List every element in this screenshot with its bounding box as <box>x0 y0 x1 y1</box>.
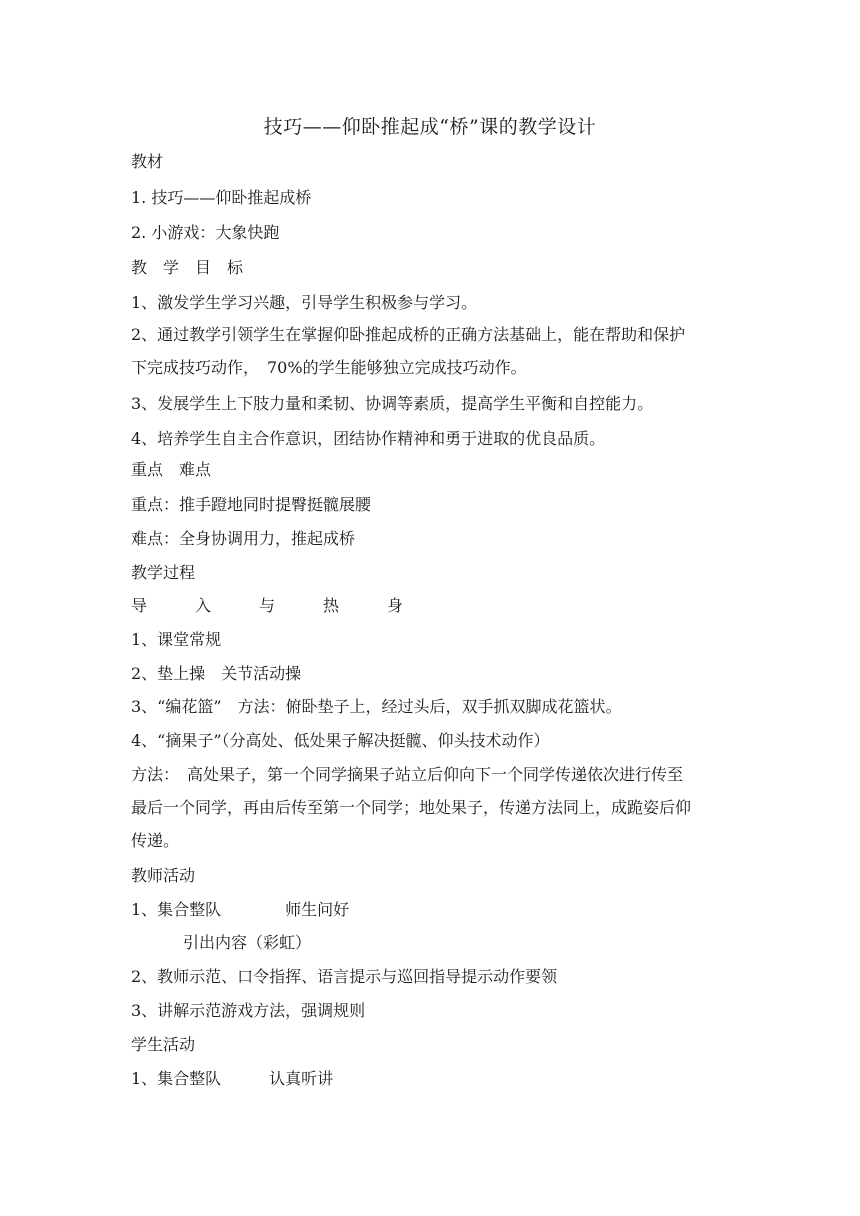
material-item-1: 1. 技巧——仰卧推起成桥 <box>131 188 312 207</box>
warmup-item-2: 2、垫上操 关节活动操 <box>131 664 302 683</box>
section-heading-students: 学生活动 <box>131 1035 196 1054</box>
section-heading-objectives: 教 学 目 标 <box>131 258 244 277</box>
teacher-item-1-continued: 引出内容（彩虹） <box>183 933 312 952</box>
difficult-point: 难点：全身协调用力，推起成桥 <box>131 529 356 548</box>
section-heading-key-points: 重点 难点 <box>131 460 212 479</box>
key-point: 重点：推手蹬地同时提臀挺髋展腰 <box>131 495 372 514</box>
teacher-item-1: 1、集合整队 师生问好 <box>131 900 350 919</box>
teacher-item-2: 2、教师示范、口令指挥、语言提示与巡回指导提示动作要领 <box>131 967 558 986</box>
method-line-1: 方法： 高处果子，第一个同学摘果子站立后仰向下一个同学传递依次进行传至 <box>131 765 684 784</box>
warmup-item-3: 3、“编花篮” 方法：俯卧垫子上，经过头后，双手抓双脚成花篮状。 <box>131 697 622 716</box>
process-subheading-warmup: 导 入 与 热 身 <box>131 596 404 615</box>
material-item-2: 2. 小游戏：大象快跑 <box>131 223 280 242</box>
section-heading-process: 教学过程 <box>131 563 196 582</box>
objective-2-line-2: 下完成技巧动作， 70%的学生能够独立完成技巧动作。 <box>131 358 527 377</box>
method-line-3: 传递。 <box>131 831 180 850</box>
warmup-item-4: 4、“摘果子”（分高处、低处果子解决挺髋、仰头技术动作） <box>131 731 550 750</box>
section-heading-materials: 教材 <box>131 152 164 171</box>
section-heading-teacher: 教师活动 <box>131 866 196 885</box>
objective-2-line-1: 2、通过教学引领学生在掌握仰卧推起成桥的正确方法基础上，能在帮助和保护 <box>131 325 686 344</box>
document-title: 技巧——仰卧推起成“桥”课的教学设计 <box>263 116 597 138</box>
teacher-item-3: 3、讲解示范游戏方法，强调规则 <box>131 1001 366 1020</box>
objective-3: 3、发展学生上下肢力量和柔韧、协调等素质，提高学生平衡和自控能力。 <box>131 394 654 413</box>
warmup-item-1: 1、课堂常规 <box>131 630 222 649</box>
method-line-2: 最后一个同学，再由后传至第一个同学；地处果子，传递方法同上，成跪姿后仰 <box>131 798 692 817</box>
student-item-1: 1、集合整队 认真听讲 <box>131 1069 334 1088</box>
objective-1: 1、激发学生学习兴趣，引导学生积极参与学习。 <box>131 293 478 312</box>
objective-4: 4、培养学生自主合作意识，团结协作精神和勇于进取的优良品质。 <box>131 429 606 448</box>
